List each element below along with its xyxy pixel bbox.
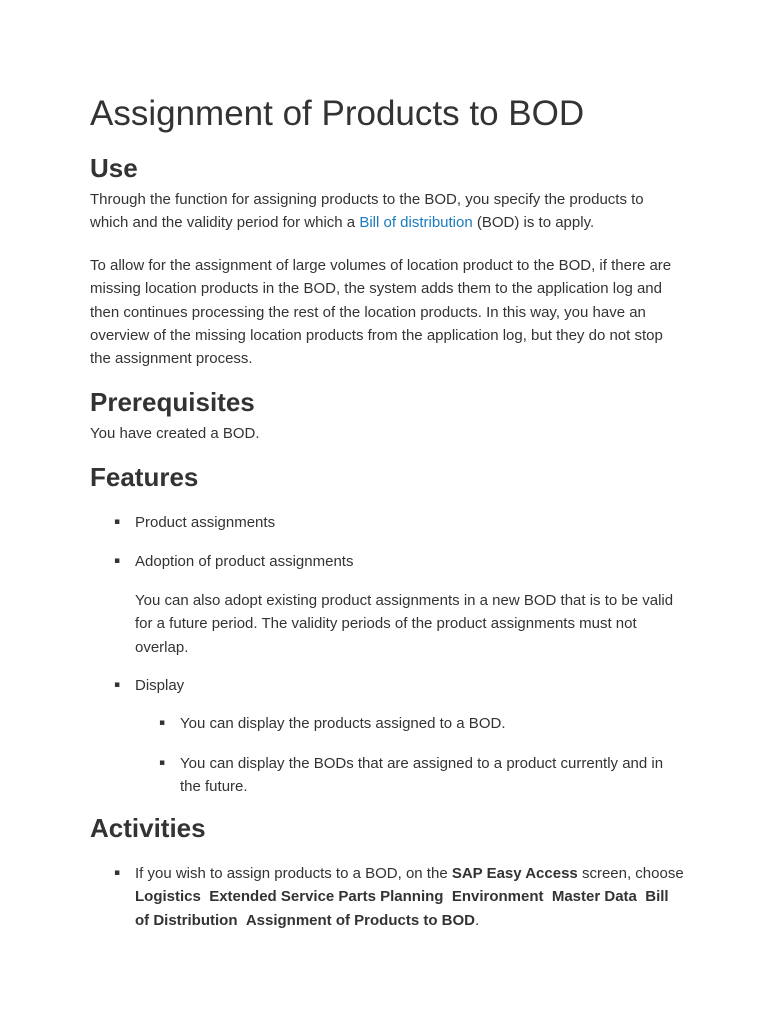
menu-path-logistics: Logistics	[135, 888, 201, 906]
menu-path-bill-of-distribution: Bill of Distribution	[135, 888, 669, 929]
features-heading: Features	[90, 462, 199, 492]
feature-item-adoption-detail: You can also adopt existing product assignments in a new BOD that is to be valid for a future period. The validity periods of the product assignments must not overlap.	[135, 592, 674, 656]
activities-heading: Activities	[90, 813, 206, 843]
bill-of-distribution-link[interactable]: Bill of distribution	[359, 214, 473, 232]
activity-text-1: If you wish to assign products to a BOD, on the	[135, 865, 452, 882]
bullet-icon: ▪	[114, 517, 121, 527]
use-paragraph-1	[90, 188, 686, 235]
page-title: Assignment of Products to BOD	[90, 94, 585, 133]
use-heading: Use	[90, 153, 138, 183]
bullet-icon: ▪	[114, 556, 121, 566]
use-p1-text-after: (BOD) is to apply.	[472, 214, 595, 232]
sap-easy-access-label: SAP Easy Access	[451, 865, 578, 882]
feature-item-product-assignments: Product assignments	[135, 514, 276, 531]
menu-path-assignment: Assignment of Products to BOD	[245, 911, 476, 929]
bullet-icon: ▪	[114, 680, 121, 690]
menu-path-espp: Extended Service Parts Planning	[209, 888, 444, 906]
feature-item-display: Display	[135, 677, 185, 694]
use-paragraph-2: To allow for the assignment of large volumes of location product to the BOD, if there are missing location products in the BOD, the system adds them to the application log and then continues processing the rest of the location products. In this way, you have an overview of the missing location products from the application log, but they do not stop the assignment process.	[90, 257, 672, 368]
bullet-icon: ▪	[114, 868, 121, 878]
menu-path-environment: Environment	[451, 888, 544, 906]
menu-path-master-data: Master Data	[551, 888, 637, 906]
activity-text-2: screen, choose	[577, 865, 684, 882]
display-subitem-2: You can display the BODs that are assigned to a product currently and in the future.	[180, 755, 664, 796]
activity-item	[135, 862, 685, 932]
feature-item-adoption: Adoption of product assignments	[135, 553, 354, 570]
prerequisites-text: You have created a BOD.	[90, 425, 260, 442]
use-p1-text-before: Through the function for assigning products to the BOD, you specify the products to which and the validity period for which a	[90, 191, 644, 232]
bullet-icon: ▪	[159, 758, 166, 768]
display-subitem-1: You can display the products assigned to a BOD.	[180, 715, 506, 732]
bullet-icon: ▪	[159, 718, 166, 728]
activity-text-3: .	[475, 911, 480, 929]
prerequisites-heading: Prerequisites	[90, 387, 255, 417]
